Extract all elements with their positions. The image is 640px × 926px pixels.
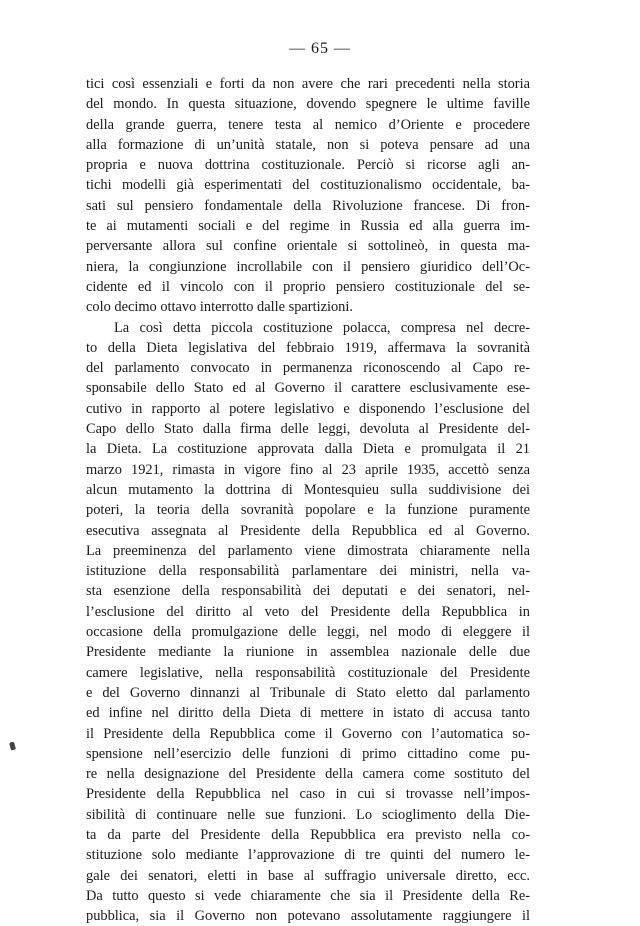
ink-blot-mark xyxy=(9,741,16,750)
text-line: te ai mutamenti sociali e del regime in Russia ed alla guerra im- xyxy=(86,218,530,235)
text-line: cutivo in rapporto al potere legislativo e disponendo l’esclusione del xyxy=(86,400,530,417)
text-line: il Presidente della Repubblica come il Governo con l’automatica so- xyxy=(86,725,530,742)
text-line: Presidente mediante la riunione in assemblea nazionale delle due xyxy=(86,644,530,661)
text-line: Da tutto questo si vede chiaramente che sia il Presidente della Re- xyxy=(86,887,530,904)
text-line: alcun mutamento la dottrina di Montesquieu sulla suddivisione dei xyxy=(86,481,530,498)
text-line: niera, la congiunzione incrollabile con il pensiero giuridico dell’Oc- xyxy=(86,258,530,275)
text-line: la Dieta. La costituzione approvata dalla Dieta e promulgata il 21 xyxy=(86,441,530,458)
text-line: re nella designazione del Presidente della camera come sostituto del xyxy=(86,766,530,783)
text-line: propria e nuova dottrina costituzionale. Perciò si ricorse agli an- xyxy=(86,157,530,174)
text-line: del parlamento convocato in permanenza riconoscendo al Capo re- xyxy=(86,360,530,377)
text-line: e del Governo dinnanzi al Tribunale di Stato eletto dal parlamento xyxy=(86,684,530,701)
body-text xyxy=(86,74,530,926)
text-line: perversante allora sul confine orientale si sottolineò, in questa ma- xyxy=(86,238,530,255)
text-line: alla formazione di un’unità statale, non si poteva pensare ad una xyxy=(86,136,530,153)
text-line: sibilità di continuare nelle sue funzioni. Lo scioglimento della Die- xyxy=(86,806,530,823)
text-line: ed infine nel diritto della Dieta di mettere in istato di accusa tanto xyxy=(86,705,530,722)
text-line: sponsabile dello Stato ed al Governo il carattere esclusivamente ese- xyxy=(86,380,530,397)
text-line: cidente ed il vincolo con il proprio pensiero costituzionale del se- xyxy=(86,278,530,295)
text-line: tichi modelli già esperimentati del costituzionalismo occidentale, ba- xyxy=(86,177,530,194)
text-line: La così detta piccola costituzione polacca, compresa nel decre- xyxy=(114,319,530,336)
text-line: to della Dieta legislativa del febbraio 1919, affermava la sovranità xyxy=(86,339,530,356)
text-line: istituzione della responsabilità parlamentare dei ministri, nella va- xyxy=(86,563,530,580)
text-line: gale dei senatori, eletti in base al suffragio universale diretto, ecc. xyxy=(86,867,530,884)
page-number: — 65 — xyxy=(289,40,351,57)
text-line: spensione nell’esercizio delle funzioni di primo cittadino come pu- xyxy=(86,745,530,762)
text-line: ta da parte del Presidente della Repubblica era previsto nella co- xyxy=(86,826,530,843)
text-line: della grande guerra, tenere testa al nemico d’Oriente e procedere xyxy=(86,116,530,133)
text-line: poteri, la teoria della sovranità popolare e la funzione puramente xyxy=(86,502,530,519)
text-line: marzo 1921, rimasta in vigore fino al 23 aprile 1935, accettò senza xyxy=(86,461,530,478)
text-line: pubblica, sia il Governo non potevano assolutamente raggiungere il xyxy=(86,908,530,925)
paragraph-1 xyxy=(86,74,530,318)
paragraph-2 xyxy=(86,318,530,926)
text-line: occasione della promulgazione delle leggi, nel modo di eleggere il xyxy=(86,624,530,641)
text-line: camere legislative, nella responsabilità costituzionale del Presidente xyxy=(86,664,530,681)
text-line: del mondo. In questa situazione, dovendo spegnere le ultime faville xyxy=(86,96,530,113)
text-line: esecutiva assegnata al Presidente della Repubblica ed al Governo. xyxy=(86,522,530,539)
text-line: sta esenzione della responsabilità dei deputati e dei senatori, nel- xyxy=(86,583,530,600)
text-line: colo decimo ottavo interrotto dalle spartizioni. xyxy=(86,299,353,316)
text-line: l’esclusione del diritto al veto del Presidente della Repubblica in xyxy=(86,603,530,620)
text-line: tici così essenziali e forti da non avere che rari precedenti nella storia xyxy=(86,76,530,92)
text-line: stituzione solo mediante l’approvazione di tre quinti del numero le- xyxy=(86,847,530,864)
text-line: Capo dello Stato dalla firma delle leggi, devoluta al Presidente del- xyxy=(86,421,530,438)
text-line: sati sul pensiero fondamentale della Rivoluzione francese. Di fron- xyxy=(86,197,530,214)
text-line: La preeminenza del parlamento viene dimostrata chiaramente nella xyxy=(86,542,530,559)
text-line: Presidente della Repubblica nel caso in cui si trovasse nell’impos- xyxy=(86,786,530,803)
